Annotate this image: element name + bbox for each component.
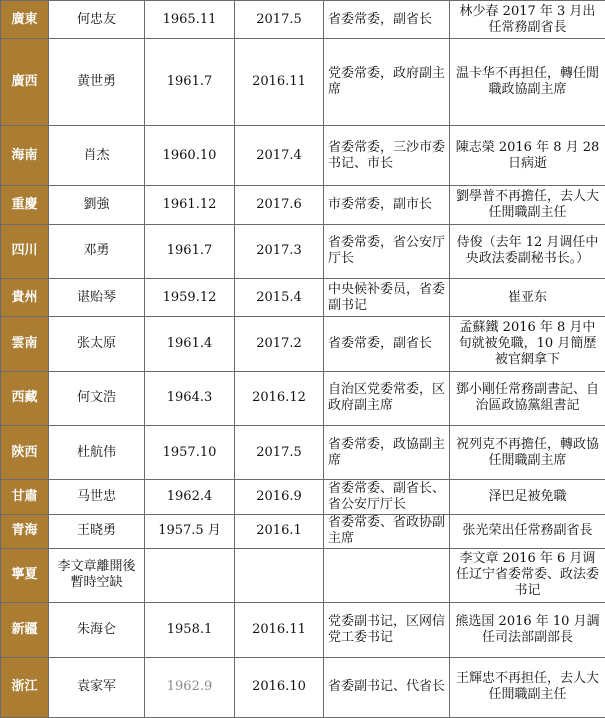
position-cell: 省委副书记、代省长: [324, 657, 450, 717]
name-cell: 劉強: [49, 186, 145, 224]
predecessor-note-cell: 侍俊（去年 12 月调任中央政法委副秘书长。）: [450, 224, 605, 278]
name-cell: 黄世勇: [49, 39, 145, 126]
birth-date-cell: 1957.10: [145, 425, 235, 479]
table-body: [1, 1, 605, 718]
name-cell: 张太原: [49, 317, 145, 371]
position-cell: 自治区党委常委，区政府副主席: [324, 371, 450, 425]
appointment-date-cell: 2017.6: [235, 186, 324, 224]
birth-date-cell: [145, 548, 235, 602]
position-cell: 省委常委、省政协副主席: [324, 514, 450, 548]
appointment-date-cell: 2016.1: [235, 514, 324, 548]
birth-date-cell: 1962.4: [145, 480, 235, 514]
position-cell: 党委副书记，区网信党工委书记: [324, 603, 450, 657]
appointment-date-cell: 2016.12: [235, 371, 324, 425]
table-row: [1, 186, 605, 224]
table-row: [1, 224, 605, 278]
appointment-date-cell: 2015.4: [235, 278, 324, 316]
predecessor-note-cell: 泽巴足被免職: [450, 480, 605, 514]
table-row: [1, 657, 605, 717]
predecessor-note-cell: 崔亚东: [450, 278, 605, 316]
province-cell: 新疆: [1, 603, 49, 657]
province-cell: 寧夏: [1, 548, 49, 602]
name-cell: 朱海仑: [49, 603, 145, 657]
table-row: [1, 514, 605, 548]
province-cell: 雲南: [1, 317, 49, 371]
province-cell: 海南: [1, 125, 49, 185]
name-cell: 谌贻琴: [49, 278, 145, 316]
province-cell: 廣東: [1, 1, 49, 39]
predecessor-note-cell: 孟蘇鐵 2016 年 8 月中旬就被免職，10 月簡歷被官網拿下: [450, 317, 605, 371]
position-cell: 中央候补委员，省委副书记: [324, 278, 450, 316]
appointment-date-cell: 2016.10: [235, 657, 324, 717]
province-cell: 西藏: [1, 371, 49, 425]
table-row: [1, 1, 605, 39]
predecessor-note-cell: 陳志榮 2016 年 8 月 28 日病逝: [450, 125, 605, 185]
table-row: [1, 278, 605, 316]
table-row: [1, 317, 605, 371]
position-cell: 省委常委，政協副主席: [324, 425, 450, 479]
name-cell: 何文浩: [49, 371, 145, 425]
name-cell: 邓勇: [49, 224, 145, 278]
position-cell: [324, 548, 450, 602]
name-cell: 王晓勇: [49, 514, 145, 548]
name-cell: 李文章離開後暫時空缺: [49, 548, 145, 602]
name-cell: 杜航伟: [49, 425, 145, 479]
predecessor-note-cell: 熊选国 2016 年 10 月調任司法部副部長: [450, 603, 605, 657]
province-cell: 四川: [1, 224, 49, 278]
birth-date-cell: 1962.9: [145, 657, 235, 717]
predecessor-note-cell: 林少春 2017 年 3 月出任常務副省長: [450, 1, 605, 39]
birth-date-cell: 1958.1: [145, 603, 235, 657]
position-cell: 党委常委，政府副主席: [324, 39, 450, 126]
predecessor-note-cell: 李文章 2016 年 6 月调任辽宁省委常委、政法委书记: [450, 548, 605, 602]
position-cell: 省委常委，省公安厅厅长: [324, 224, 450, 278]
appointment-date-cell: 2017.5: [235, 425, 324, 479]
predecessor-note-cell: 祝列克不再擔任，轉政協任閒職副主席: [450, 425, 605, 479]
position-cell: 省委常委，三沙市委书记、市长: [324, 125, 450, 185]
province-cell: 陝西: [1, 425, 49, 479]
birth-date-cell: 1959.12: [145, 278, 235, 316]
birth-date-cell: 1961.4: [145, 317, 235, 371]
birth-date-cell: 1965.11: [145, 1, 235, 39]
appointment-date-cell: 2017.3: [235, 224, 324, 278]
appointment-date-cell: 2017.4: [235, 125, 324, 185]
position-cell: 省委常委，副省长: [324, 317, 450, 371]
appointment-date-cell: 2016.9: [235, 480, 324, 514]
table-row: [1, 371, 605, 425]
province-cell: 甘肅: [1, 480, 49, 514]
table-row: [1, 480, 605, 514]
table-row: [1, 125, 605, 185]
name-cell: 马世忠: [49, 480, 145, 514]
name-cell: 袁家军: [49, 657, 145, 717]
predecessor-note-cell: 劉學普不再擔任，去人大任閒職副主任: [450, 186, 605, 224]
birth-date-cell: 1957.5 月: [145, 514, 235, 548]
position-cell: 市委常委，副市长: [324, 186, 450, 224]
table-row: [1, 39, 605, 126]
birth-date-cell: 1960.10: [145, 125, 235, 185]
predecessor-note-cell: 温卡华不再担任，轉任閒職政協副主席: [450, 39, 605, 126]
name-cell: 肖杰: [49, 125, 145, 185]
province-cell: 貴州: [1, 278, 49, 316]
table-row: [1, 548, 605, 602]
birth-date-cell: 1961.7: [145, 224, 235, 278]
predecessor-note-cell: 张光荣出任常務副省長: [450, 514, 605, 548]
birth-date-cell: 1961.7: [145, 39, 235, 126]
province-cell: 浙江: [1, 657, 49, 717]
birth-date-cell: 1964.3: [145, 371, 235, 425]
position-cell: 省委常委、副省长、省公安厅厅长: [324, 480, 450, 514]
table-row: [1, 425, 605, 479]
predecessor-note-cell: 鄧小剛任常務副書記、自治區政協黨組書記: [450, 371, 605, 425]
appointment-date-cell: 2017.5: [235, 1, 324, 39]
birth-date-cell: 1961.12: [145, 186, 235, 224]
appointment-date-cell: [235, 548, 324, 602]
appointment-date-cell: 2016.11: [235, 39, 324, 126]
appointment-date-cell: 2016.11: [235, 603, 324, 657]
table-row: [1, 603, 605, 657]
province-cell: 青海: [1, 514, 49, 548]
province-cell: 廣西: [1, 39, 49, 126]
name-cell: 何忠友: [49, 1, 145, 39]
position-cell: 省委常委，副省长: [324, 1, 450, 39]
province-cell: 重慶: [1, 186, 49, 224]
predecessor-note-cell: 王輝忠不再担任，去人大任閒職副主任: [450, 657, 605, 717]
appointment-date-cell: 2017.2: [235, 317, 324, 371]
